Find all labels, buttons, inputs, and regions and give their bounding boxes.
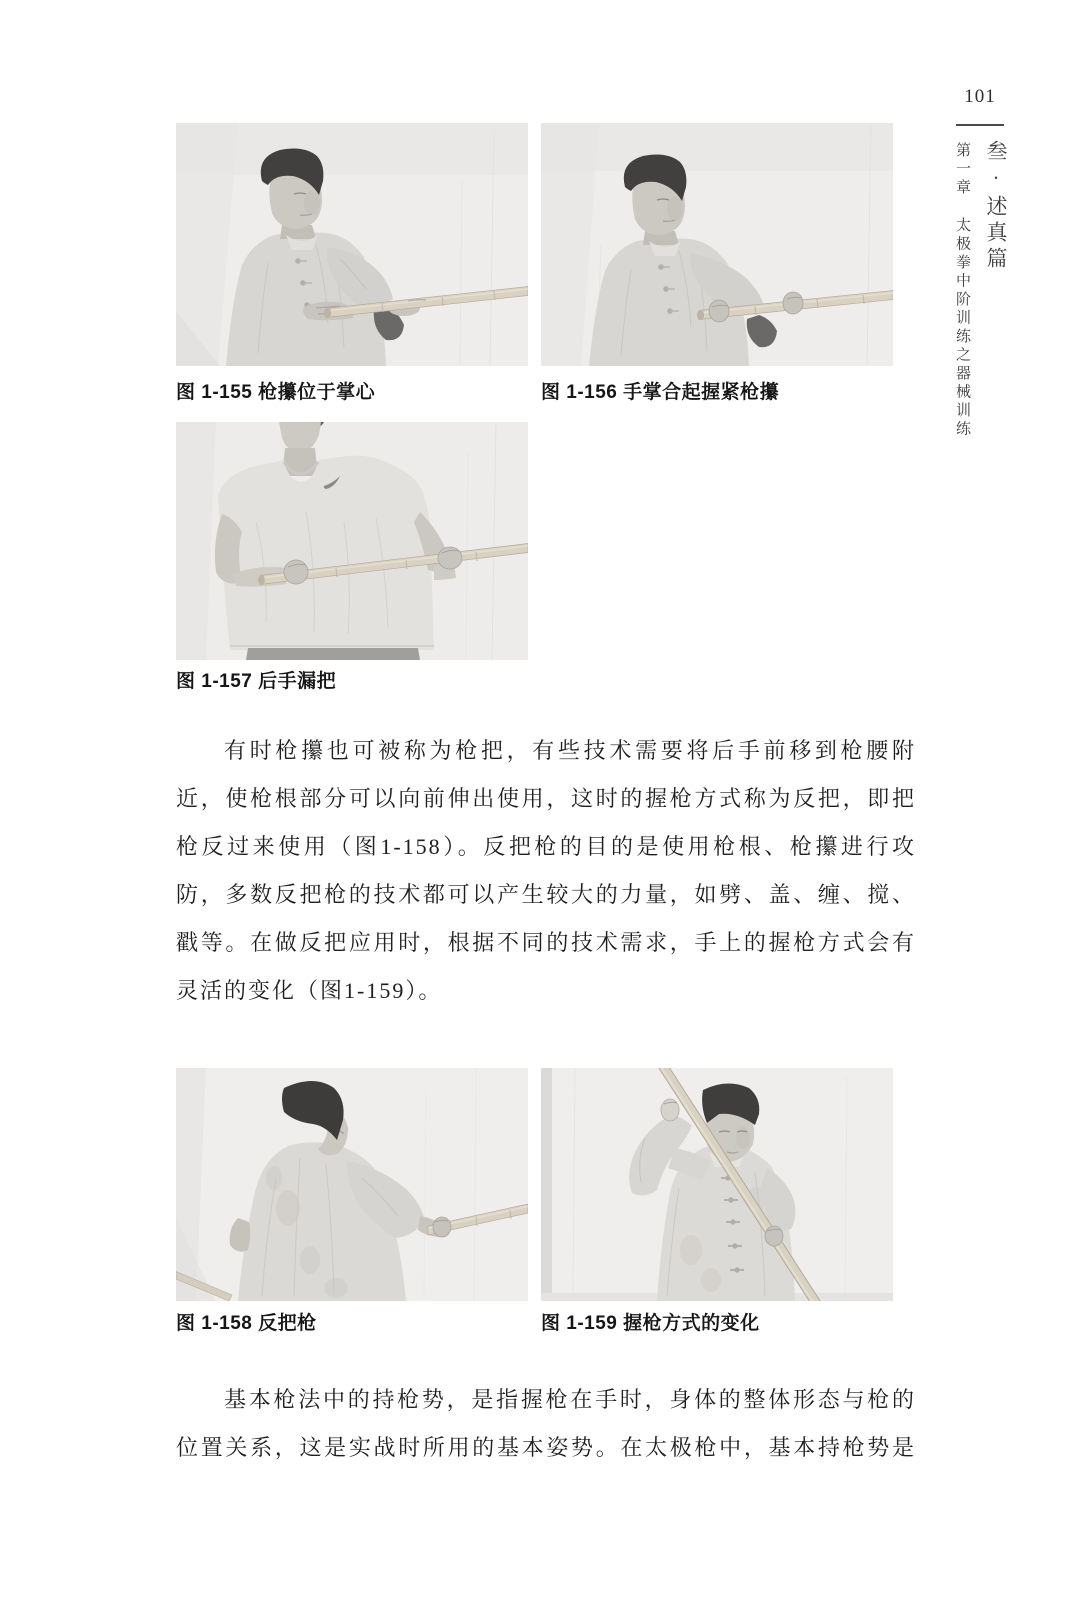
body-paragraph-1 <box>176 727 916 1015</box>
photo-reversed-spear-grip <box>176 1068 528 1301</box>
staff-end <box>258 575 265 585</box>
figure-photo-1-157 <box>176 422 528 660</box>
spear-butt <box>324 308 331 318</box>
text-line: 灵活的变化（图1-159）。 <box>176 978 443 1003</box>
caption-1-155: 图 1-155 枪攥位于掌心 <box>176 382 376 403</box>
text-line: 基本枪法中的持枪势，是指握枪在手时，身体的整体形态与枪的 <box>224 1387 916 1412</box>
shorts <box>246 648 420 660</box>
running-head-chapter: 第一章 太极拳中阶训练之器械训练 <box>954 142 970 439</box>
caption-1-159: 图 1-159 握枪方式的变化 <box>541 1313 760 1334</box>
figure-photo-1-159 <box>541 1068 893 1301</box>
photo-man-spear-butt-on-palm <box>176 123 528 366</box>
text-line: 戳等。在做反把应用时，根据不同的技术需求，手上的握枪方式会有 <box>176 930 916 955</box>
photo-man-gripping-spear-butt <box>541 123 893 366</box>
text-line: 位置关系，这是实战时所用的基本姿势。在太极枪中，基本持枪势是 <box>176 1435 916 1460</box>
text-line: 枪反过来使用（图1-158）。反把枪的目的是使用枪根、枪攥进行攻 <box>176 834 916 859</box>
caption-1-157: 图 1-157 后手漏把 <box>176 671 337 692</box>
photo-torso-rear-hand-loose-grip <box>176 422 528 660</box>
spear-butt <box>697 310 704 320</box>
text-line: 有时枪攥也可被称为枪把，有些技术需要将后手前移到枪腰附 <box>224 738 916 763</box>
text-line: 防，多数反把枪的技术都可以产生较大的力量，如劈、盖、缠、搅、 <box>176 882 916 907</box>
text-line: 近，使枪根部分可以向前伸出使用，这时的握枪方式称为反把，即把 <box>176 786 916 811</box>
photo-diagonal-spear-grip-variation <box>541 1068 893 1301</box>
running-head-part: 叁·述真篇 <box>984 140 1008 273</box>
page-number: 101 <box>964 86 996 107</box>
folio-rule <box>956 124 1004 126</box>
body-paragraph-2 <box>176 1376 916 1472</box>
figure-photo-1-155 <box>176 123 528 366</box>
caption-1-156: 图 1-156 手掌合起握紧枪攥 <box>541 382 780 403</box>
t-shirt <box>218 456 434 650</box>
caption-1-158: 图 1-158 反把枪 <box>176 1313 317 1334</box>
figure-photo-1-158 <box>176 1068 528 1301</box>
figure-photo-1-156 <box>541 123 893 366</box>
